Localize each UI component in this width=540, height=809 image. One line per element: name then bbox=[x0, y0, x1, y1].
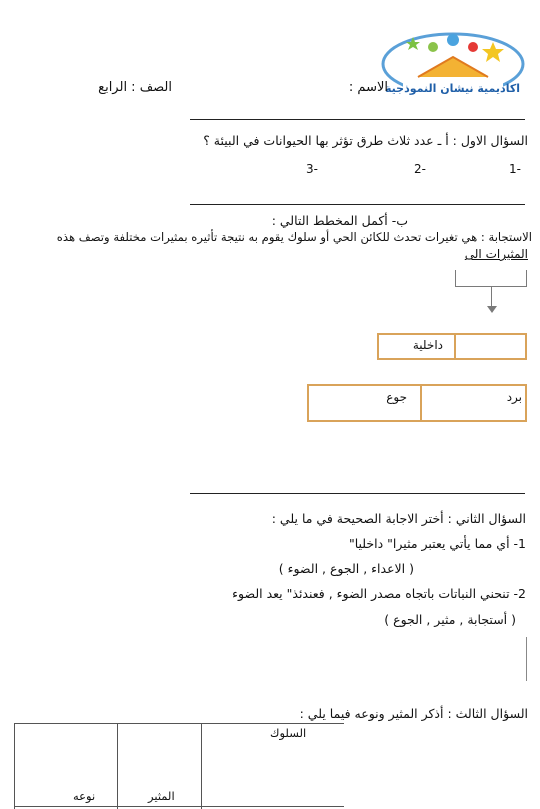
diagram-example-1: برد bbox=[506, 390, 522, 404]
diagram-row-examples bbox=[307, 384, 527, 422]
q2-title: السؤال الثاني : أختر الاجابة الصحيحة في ما يلي : bbox=[271, 511, 526, 526]
diagram-internal-label: داخلية bbox=[412, 338, 443, 352]
table-top-border bbox=[14, 723, 344, 724]
table-header-stimulus: المثير bbox=[148, 789, 175, 803]
q3-title: السؤال الثالث : أذكر المثير ونوعه فيما يلي : bbox=[299, 706, 528, 721]
diagram-example-2: جوع bbox=[386, 390, 407, 404]
divider-3 bbox=[190, 493, 525, 494]
q1-answer-line-1: الاستجابة : هي تغيرات تحدث للكائن الحي أو سلوك يقوم به نتيجة تأثيره بمثيرات مختلفة وتصف هذه bbox=[56, 230, 532, 244]
divider-2 bbox=[190, 204, 525, 205]
arrow-down-icon bbox=[487, 306, 497, 313]
q1-answer-line-2: المثيرات الى bbox=[464, 247, 528, 261]
q1-item-2: 2- bbox=[414, 162, 426, 176]
q1-item-3: 3- bbox=[306, 162, 318, 176]
q1-b-title: ب- أكمل المخطط التالي : bbox=[271, 213, 408, 228]
table-header-behavior: السلوك bbox=[270, 726, 307, 740]
divider-1 bbox=[190, 119, 525, 120]
diagram-bracket-right bbox=[526, 270, 527, 286]
table-col-line-1 bbox=[14, 723, 15, 809]
diagram-arrow-shaft bbox=[491, 287, 492, 307]
margin-vertical-line bbox=[526, 637, 527, 681]
table-col-line-3 bbox=[201, 723, 202, 809]
table-bottom-border bbox=[14, 806, 344, 807]
grade-label: الصف : الرابع bbox=[98, 80, 172, 95]
name-label: الاسم : bbox=[348, 80, 388, 95]
table-col-line-2 bbox=[117, 723, 118, 809]
diagram-row-types bbox=[377, 333, 527, 360]
diagram-bracket-left bbox=[455, 270, 456, 286]
q2-question-1-options: ( الاعداء , الجوع , الضوء ) bbox=[278, 561, 414, 576]
academy-logo bbox=[378, 22, 528, 102]
q2-question-2: 2- تنحني النباتات باتجاه مصدر الضوء , فعندئذ" يعد الضوء bbox=[232, 586, 526, 601]
q1-title: السؤال الاول : أ ـ عدد ثلاث طرق تؤثر بها الحيوانات في البيئة ؟ bbox=[203, 133, 528, 148]
q1-item-1: 1- bbox=[509, 162, 521, 176]
logo-text: اكاديمية نيشان النموذجية bbox=[385, 82, 520, 95]
q2-question-2-options: ( أستجابة , مثير , الجوع ) bbox=[384, 612, 516, 627]
q2-question-1: 1- أي مما يأتي يعتبر مثيرا" داخليا" bbox=[348, 536, 526, 551]
diagram-row-types-divider bbox=[454, 333, 456, 360]
table-header-type: نوعه bbox=[73, 789, 96, 803]
diagram-row-examples-divider bbox=[420, 384, 422, 422]
